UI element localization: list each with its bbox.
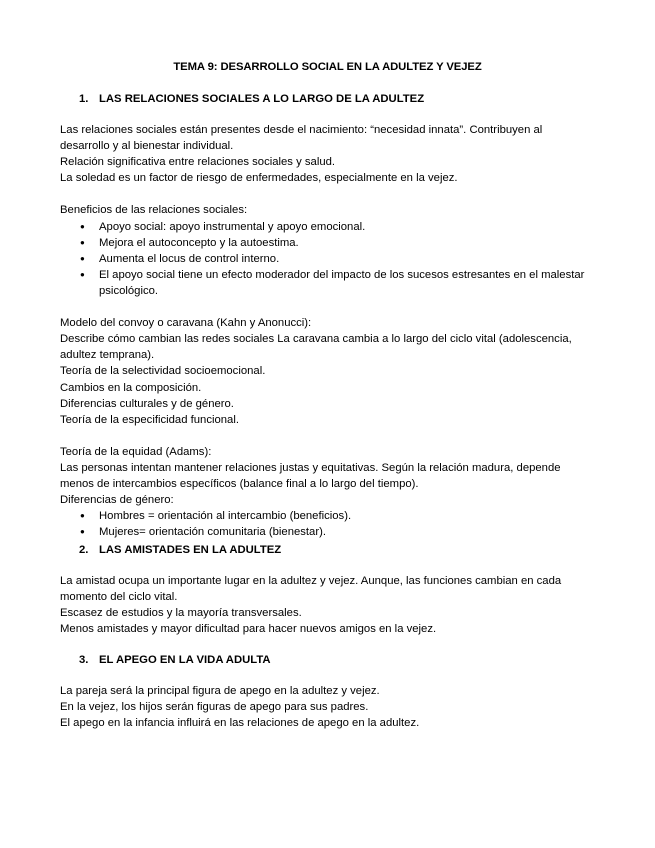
benefits-label: Beneficios de las relaciones sociales: (60, 204, 248, 217)
page-title: TEMA 9: DESARROLLO SOCIAL EN LA ADULTEZ Y VEJEZ (173, 61, 482, 73)
paragraph: La amistad ocupa un importante lugar en la adultez y vejez. Aunque, las funciones cambian en cada momento del ciclo vital. (60, 575, 562, 604)
list-item: ● Mujeres= orientación comunitaria (bienestar). (60, 524, 595, 540)
gender-list (60, 508, 595, 540)
paragraph: La soledad es un factor de riesgo de enfermedades, especialmente en la vejez. (60, 172, 458, 185)
list-item: ● Mejora el autoconcepto y la autoestima. (60, 235, 595, 251)
section-number-1: 1. (79, 93, 89, 105)
paragraph: Las personas intentan mantener relaciones justas y equitativas. Según la relación madura, depende menos de intercambios específicos (balance final a lo largo del tiempo). (60, 461, 561, 491)
paragraph: El apego en la infancia influirá en las relaciones de apego en la adultez. (60, 717, 420, 730)
paragraph: Las relaciones sociales están presentes desde el nacimiento: “necesidad innata”. Contribuyen al desarrollo y al bienestar individual. (60, 124, 543, 153)
section2-body (60, 573, 595, 637)
section-apego (60, 652, 595, 668)
paragraph: Menos amistades y mayor dificultad para hacer nuevos amigos en la vejez. (60, 623, 437, 636)
paragraph: En la vejez, los hijos serán figuras de apego para sus padres. (60, 701, 369, 714)
section-number-3: 3. (79, 654, 89, 666)
paragraph: Teoría de la especificidad funcional. (60, 413, 239, 426)
paragraph: Relación significativa entre relaciones sociales y salud. (60, 156, 336, 169)
section-heading-3 (60, 652, 595, 668)
paragraph: Diferencias de género: (60, 494, 174, 507)
paragraph: La pareja será la principal figura de apego en la adultez y vejez. (60, 685, 380, 697)
paragraph: Describe cómo cambian las redes sociales La caravana cambia a lo largo del ciclo vital (adolescencia, adultez temprana). (60, 333, 572, 362)
paragraph: Escasez de estudios y la mayoría transversales. (60, 607, 302, 620)
paragraph: Cambios en la composición. (60, 381, 202, 394)
paragraph: Diferencias culturales y de género. (60, 397, 234, 410)
section3-body (60, 683, 595, 731)
paragraph: Teoría de la equidad (Adams): (60, 445, 212, 458)
section1-body (60, 122, 595, 540)
section-heading-text-3: EL APEGO EN LA VIDA ADULTA (99, 654, 271, 666)
section-amistades (60, 542, 595, 558)
section-heading-text-2: LAS AMISTADES EN LA ADULTEZ (99, 544, 282, 556)
section-number-2: 2. (79, 544, 89, 556)
section-heading-1 (60, 91, 595, 107)
benefits-list (60, 219, 595, 299)
list-item: ● El apoyo social tiene un efecto moderador del impacto de los sucesos estresantes en el malestar psicológico. (60, 267, 595, 299)
section-heading-text-1: LAS RELACIONES SOCIALES A LO LARGO DE LA ADULTEZ (99, 93, 425, 105)
paragraph: Modelo del convoy o caravana (Kahn y Anonucci): (60, 317, 312, 330)
list-item: ● Aumenta el locus de control interno. (60, 251, 595, 267)
paragraph: Teoría de la selectividad socioemocional. (60, 365, 266, 378)
section-heading-2 (60, 542, 595, 558)
list-item: ● Apoyo social: apoyo instrumental y apoyo emocional. (60, 219, 595, 235)
list-item: ● Hombres = orientación al intercambio (beneficios). (60, 508, 595, 524)
section-relaciones-sociales (60, 91, 595, 107)
